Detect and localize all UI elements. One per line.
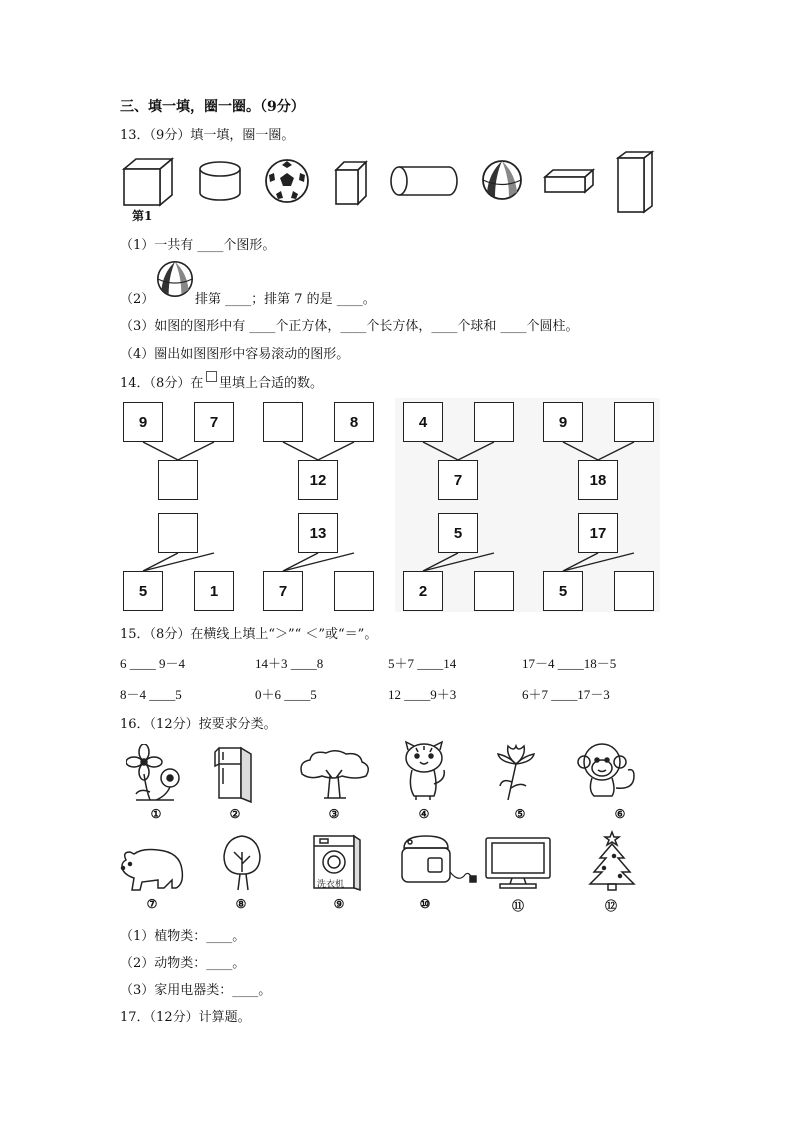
top-result-box[interactable] bbox=[158, 460, 198, 500]
q13-stem: 13．（9分）填一填，圈一圈。 bbox=[120, 128, 295, 143]
q14-stem-prefix: 14．（8分）在 bbox=[120, 376, 204, 391]
top-right-box[interactable]: 7 bbox=[194, 402, 234, 442]
q13-part1: （1）一共有 ____个图形。 bbox=[120, 238, 276, 253]
section-title: 三、填一填，圈一圈。（9分） bbox=[120, 99, 305, 115]
tiger-cub-icon bbox=[398, 740, 450, 806]
top-result-box[interactable]: 12 bbox=[298, 460, 338, 500]
bottom-right-box[interactable] bbox=[334, 571, 374, 611]
flower-icon bbox=[126, 744, 186, 808]
small-tree-icon bbox=[220, 832, 264, 896]
item-number: ⑧ bbox=[235, 897, 247, 911]
comparison-item: 14＋3 ____8 bbox=[255, 656, 324, 671]
comparison-item: 5＋7 ____14 bbox=[388, 656, 457, 671]
top-left-box[interactable] bbox=[263, 402, 303, 442]
q16-part2: （2）动物类：____。 bbox=[120, 956, 246, 971]
bottom-left-box[interactable]: 7 bbox=[263, 571, 303, 611]
first-label: 第1 bbox=[132, 209, 153, 223]
washer-label: 洗衣机 bbox=[317, 880, 345, 890]
q13-part2-prefix: （2） bbox=[120, 292, 155, 307]
item-number: ⑤ bbox=[514, 807, 526, 821]
comparison-item: 8－4 ____5 bbox=[120, 687, 182, 702]
q15-stem: 15．（8分）在横线上填上“＞”“ ＜”或“＝”。 bbox=[120, 627, 378, 642]
comparison-item: 0＋6 ____5 bbox=[255, 687, 317, 702]
top-left-box[interactable]: 9 bbox=[123, 402, 163, 442]
rice-cooker-icon bbox=[398, 832, 478, 894]
bear-icon bbox=[118, 844, 186, 898]
top-left-box[interactable]: 4 bbox=[403, 402, 443, 442]
bottom-left-box[interactable]: 5 bbox=[543, 571, 583, 611]
lotus-flower-icon bbox=[496, 742, 536, 808]
monkey-icon bbox=[576, 740, 640, 806]
q13-part2-suffix: 排第 ____；排第 7 的是 ____。 bbox=[195, 292, 376, 307]
item-number: ⑩ bbox=[419, 897, 431, 911]
bottom-whole-box[interactable]: 5 bbox=[438, 513, 478, 553]
comparison-item: 17－4 ____18－5 bbox=[522, 656, 617, 671]
bottom-whole-box[interactable]: 13 bbox=[298, 513, 338, 553]
item-number: ③ bbox=[328, 807, 340, 821]
q16-stem: 16．（12分）按要求分类。 bbox=[120, 717, 277, 732]
item-number: ⑦ bbox=[146, 897, 158, 911]
q13-part4: （4）圈出如图图形中容易滚动的图形。 bbox=[120, 347, 350, 362]
bottom-left-box[interactable]: 5 bbox=[123, 571, 163, 611]
top-right-box[interactable]: 8 bbox=[334, 402, 374, 442]
q17-stem: 17．（12分）计算题。 bbox=[120, 1010, 251, 1025]
big-tree-icon bbox=[296, 748, 372, 806]
item-number: ⑫ bbox=[604, 899, 617, 913]
bottom-whole-box[interactable]: 17 bbox=[578, 513, 618, 553]
bottom-right-box[interactable] bbox=[474, 571, 514, 611]
item-number: ① bbox=[150, 807, 162, 821]
top-result-box[interactable]: 18 bbox=[578, 460, 618, 500]
item-number: ⑪ bbox=[511, 899, 524, 913]
refrigerator-icon bbox=[213, 744, 257, 808]
television-icon bbox=[484, 836, 552, 894]
bottom-right-box[interactable] bbox=[614, 571, 654, 611]
q14-stem-suffix: 里填上合适的数。 bbox=[219, 376, 324, 391]
comparison-item: 6 ____ 9－4 bbox=[120, 656, 186, 671]
top-result-box[interactable]: 7 bbox=[438, 460, 478, 500]
christmas-tree-icon bbox=[586, 830, 638, 896]
bottom-right-box[interactable]: 1 bbox=[194, 571, 234, 611]
comparison-item: 12 ____9＋3 bbox=[388, 687, 457, 702]
q16-part1: （1）植物类：____。 bbox=[120, 929, 246, 944]
q16-part3: （3）家用电器类：____。 bbox=[120, 983, 272, 998]
top-right-box[interactable] bbox=[614, 402, 654, 442]
comparison-item: 6＋7 ____17－3 bbox=[522, 687, 610, 702]
top-left-box[interactable]: 9 bbox=[543, 402, 583, 442]
top-right-box[interactable] bbox=[474, 402, 514, 442]
q13-part3: （3）如图的图形中有 ____个正方体，____个长方体，____个球和 ____个圆柱。 bbox=[120, 319, 579, 334]
bottom-whole-box[interactable] bbox=[158, 513, 198, 553]
item-number: ② bbox=[229, 807, 241, 821]
item-number: ⑨ bbox=[333, 897, 345, 911]
bottom-left-box[interactable]: 2 bbox=[403, 571, 443, 611]
item-number: ⑥ bbox=[614, 807, 626, 821]
item-number: ④ bbox=[418, 807, 430, 821]
